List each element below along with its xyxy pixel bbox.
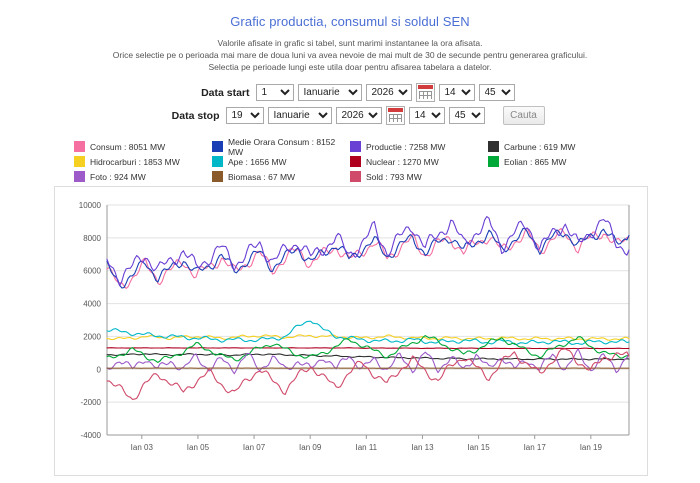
legend-label: Ape : 1656 MW	[228, 156, 287, 167]
legend-swatch	[74, 156, 85, 167]
stop-year-select[interactable]	[336, 107, 382, 124]
svg-text:0: 0	[96, 365, 101, 375]
note-line-2: Orice selectie pe o perioada mai mare de doua luni va avea nevoie de mai mult de 30 de secunde pentru generarea graficului.	[112, 50, 588, 60]
legend-swatch	[74, 171, 85, 182]
svg-text:Ian 13: Ian 13	[411, 443, 434, 452]
svg-text:6000: 6000	[83, 266, 101, 276]
legend-item[interactable]	[212, 171, 350, 182]
chart-plot[interactable]	[55, 187, 647, 475]
legend-swatch	[350, 171, 361, 182]
legend-item[interactable]	[74, 141, 212, 152]
info-notes	[0, 37, 700, 73]
legend-label: Biomasa : 67 MW	[228, 171, 296, 182]
date-start-label: Data start	[201, 86, 250, 99]
legend-label: Carbune : 619 MW	[504, 141, 576, 152]
chart-svg	[55, 187, 647, 475]
legend-item[interactable]	[488, 141, 626, 152]
stop-month-select[interactable]	[268, 107, 332, 124]
svg-text:Ian 19: Ian 19	[579, 443, 602, 452]
note-line-3: Selectia pe perioade lungi este utila doar pentru afisarea tabelara a datelor.	[208, 62, 492, 72]
legend-swatch	[212, 171, 223, 182]
date-start-row	[186, 83, 515, 102]
series-line	[107, 349, 629, 374]
date-range-form	[0, 83, 700, 125]
date-stop-row	[156, 106, 545, 125]
svg-text:8000: 8000	[83, 233, 101, 243]
svg-text:2000: 2000	[83, 332, 101, 342]
legend-label: Nuclear : 1270 MW	[366, 156, 439, 167]
legend-swatch	[350, 156, 361, 167]
svg-text:Ian 09: Ian 09	[299, 443, 322, 452]
svg-text:Ian 07: Ian 07	[242, 443, 266, 452]
legend-swatch	[488, 141, 499, 152]
calendar-icon[interactable]	[416, 83, 435, 102]
note-line-1: Valorile afisate in grafic si tabel, sunt marimi instantanee la ora afisata.	[217, 38, 483, 48]
legend-item[interactable]	[488, 156, 626, 167]
legend-label: Consum : 8051 MW	[90, 141, 166, 152]
svg-text:Ian 11: Ian 11	[355, 443, 378, 452]
legend-swatch	[212, 156, 223, 167]
legend-item[interactable]	[74, 171, 212, 182]
legend-label: Eolian : 865 MW	[504, 156, 567, 167]
legend-label: Sold : 793 MW	[366, 171, 422, 182]
start-month-select[interactable]	[298, 84, 362, 101]
legend-item[interactable]	[350, 156, 488, 167]
legend-item[interactable]	[212, 137, 350, 157]
start-minute-select[interactable]	[479, 84, 515, 101]
series-line	[107, 321, 629, 344]
legend-swatch	[74, 141, 85, 152]
svg-text:4000: 4000	[83, 299, 101, 309]
legend-item[interactable]	[350, 171, 488, 182]
svg-text:Ian 05: Ian 05	[186, 443, 210, 452]
search-button[interactable]: Cauta	[503, 106, 545, 125]
legend-item[interactable]	[350, 141, 488, 152]
page-title: Grafic productia, consumul si soldul SEN	[230, 14, 470, 29]
calendar-icon[interactable]	[386, 106, 405, 125]
chart-card	[54, 186, 648, 476]
legend-label: Foto : 924 MW	[90, 171, 146, 182]
legend-item[interactable]	[74, 156, 212, 167]
svg-text:-2000: -2000	[80, 398, 101, 408]
stop-hour-select[interactable]	[409, 107, 445, 124]
legend-swatch	[350, 141, 361, 152]
svg-text:Ian 15: Ian 15	[467, 443, 490, 452]
svg-text:Ian 17: Ian 17	[523, 443, 546, 452]
legend-label: Productie : 7258 MW	[366, 141, 446, 152]
svg-text:Ian 03: Ian 03	[130, 443, 153, 452]
svg-text:-4000: -4000	[80, 431, 101, 440]
date-stop-label: Data stop	[171, 109, 220, 122]
start-hour-select[interactable]	[439, 84, 475, 101]
legend-label: Medie Orara Consum : 8152 MW	[228, 136, 336, 157]
chart-legend	[74, 136, 626, 184]
legend-item[interactable]	[212, 156, 350, 167]
start-day-select[interactable]	[256, 84, 294, 101]
legend-label: Hidrocarburi : 1853 MW	[90, 156, 180, 167]
start-year-select[interactable]	[366, 84, 412, 101]
svg-text:10000: 10000	[78, 201, 101, 210]
series-line	[107, 228, 629, 289]
legend-swatch	[488, 156, 499, 167]
stop-minute-select[interactable]	[449, 107, 485, 124]
legend-swatch	[212, 141, 223, 152]
stop-day-select[interactable]	[226, 107, 264, 124]
series-line	[107, 217, 629, 286]
